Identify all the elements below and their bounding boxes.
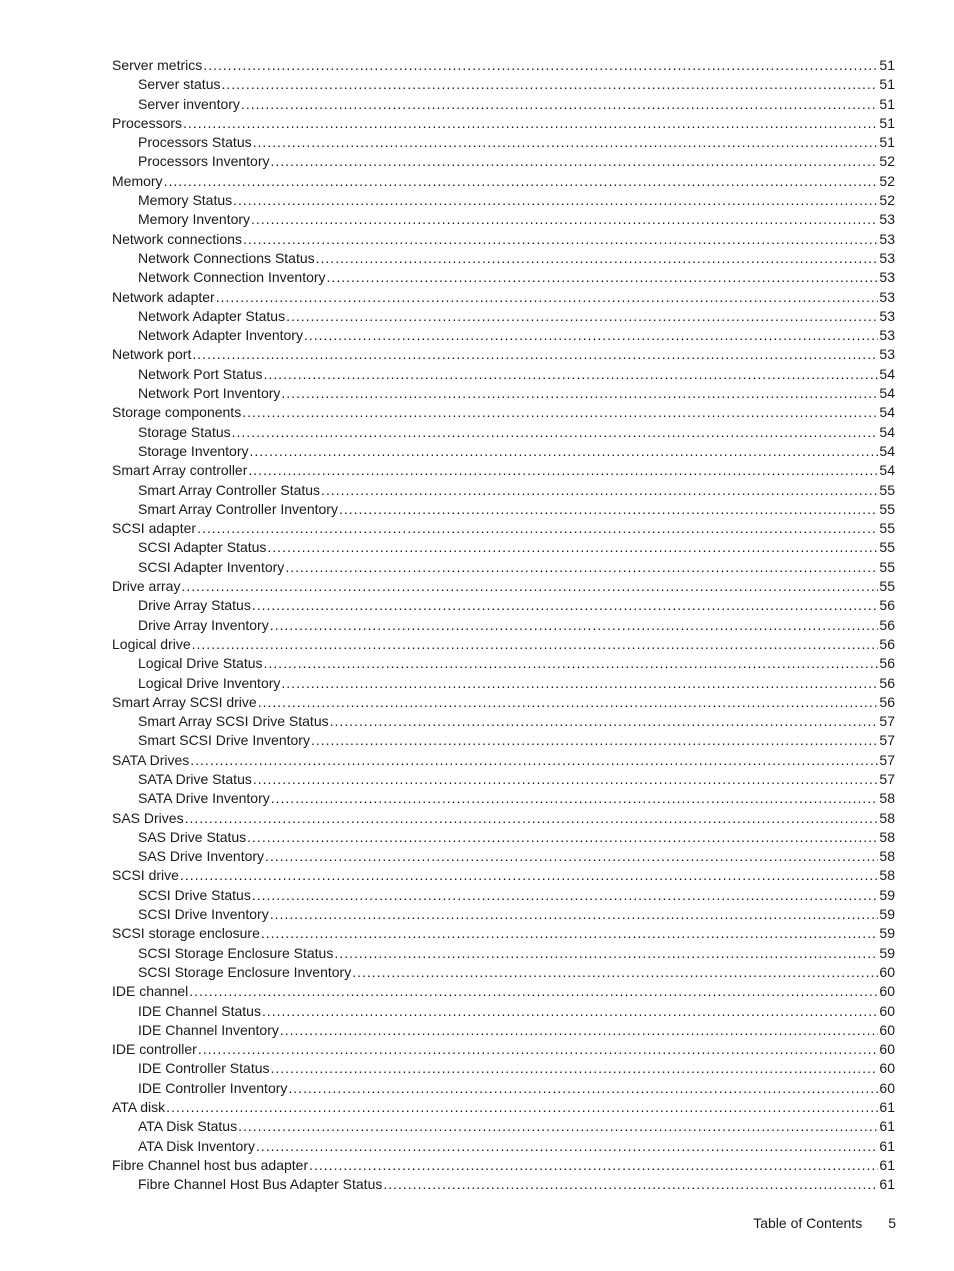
toc-entry-page-number: 53 <box>879 249 895 266</box>
toc-entry-label: SAS Drive Status <box>138 828 247 845</box>
toc-entry-page-number: 61 <box>879 1137 895 1154</box>
toc-entry-page-number: 55 <box>879 539 895 556</box>
toc-entry-label: SCSI Drive Status <box>138 886 251 903</box>
toc-entry-page-number: 52 <box>879 172 895 189</box>
toc-entry-label: SCSI Drive Inventory <box>138 906 269 923</box>
dot-leader <box>243 230 878 249</box>
toc-entry[interactable] <box>112 365 895 384</box>
toc-entry-label: Network Adapter Inventory <box>138 327 303 344</box>
dot-leader <box>309 1156 878 1175</box>
toc-entry-page-number: 60 <box>879 1041 895 1058</box>
toc-entry[interactable] <box>112 461 895 480</box>
toc-entry-label: Network Adapter Status <box>138 307 286 324</box>
toc-entry-page-number: 55 <box>879 578 895 595</box>
dot-leader <box>198 1040 879 1059</box>
dot-leader <box>383 1175 878 1194</box>
toc-entry-label: Network Connections Status <box>138 249 315 266</box>
toc-entry-label: Server inventory <box>138 95 240 112</box>
dot-leader <box>197 519 878 538</box>
dot-leader <box>286 307 878 326</box>
toc-entry-page-number: 58 <box>879 867 895 884</box>
toc-entry[interactable] <box>112 1040 895 1059</box>
toc-entry-page-number: 54 <box>879 423 895 440</box>
dot-leader <box>267 538 878 557</box>
toc-entry-page-number: 56 <box>879 693 895 710</box>
toc-entry[interactable] <box>112 172 895 191</box>
toc-entry[interactable] <box>112 963 895 982</box>
toc-entry-page-number: 56 <box>879 655 895 672</box>
toc-entry-label: SCSI Storage Enclosure Inventory <box>138 963 352 980</box>
toc-entry-page-number: 52 <box>879 192 895 209</box>
page-footer <box>753 1215 896 1231</box>
toc-entry-label: IDE Channel Status <box>138 1002 261 1019</box>
dot-leader <box>180 866 879 885</box>
toc-entry-page-number: 57 <box>879 770 895 787</box>
toc-entry-page-number: 58 <box>879 790 895 807</box>
toc-entry[interactable] <box>112 558 895 577</box>
toc-entry-label: SCSI Adapter Status <box>138 539 267 556</box>
toc-entry[interactable] <box>112 674 895 693</box>
toc-entry-page-number: 60 <box>879 1021 895 1038</box>
dot-leader <box>352 963 878 982</box>
toc-entry[interactable] <box>112 577 895 596</box>
toc-entry-label: SATA Drives <box>112 751 190 768</box>
dot-leader <box>192 635 879 654</box>
toc-entry-label: ATA Disk Inventory <box>138 1137 255 1154</box>
toc-entry[interactable] <box>112 635 895 654</box>
toc-entry[interactable] <box>112 1117 895 1136</box>
toc-entry-label: Storage components <box>112 404 242 421</box>
toc-entry-page-number: 51 <box>879 95 895 112</box>
toc-entry-label: Smart Array SCSI drive <box>112 693 257 710</box>
toc-entry-label: Fibre Channel host bus adapter <box>112 1156 309 1173</box>
toc-entry-page-number: 55 <box>879 500 895 517</box>
dot-leader <box>253 133 879 152</box>
toc-entry-label: Processors Status <box>138 134 252 151</box>
toc-entry[interactable] <box>112 886 895 905</box>
toc-entry-label: Server status <box>138 76 221 93</box>
toc-entry[interactable] <box>112 596 895 615</box>
dot-leader <box>271 789 879 808</box>
toc-entry-label: ATA disk <box>112 1099 166 1116</box>
dot-leader <box>270 616 879 635</box>
toc-entry[interactable] <box>112 770 895 789</box>
toc-entry[interactable] <box>112 538 895 557</box>
toc-entry-label: Network connections <box>112 230 242 247</box>
toc-entry-page-number: 61 <box>879 1156 895 1173</box>
toc-entry-page-number: 56 <box>879 616 895 633</box>
toc-entry-page-number: 61 <box>879 1176 895 1193</box>
dot-leader <box>261 924 879 943</box>
dot-leader <box>242 403 878 422</box>
toc-entry[interactable] <box>112 423 895 442</box>
dot-leader <box>285 558 878 577</box>
toc-entry-label: Network Port Status <box>138 365 263 382</box>
dot-leader <box>248 461 878 480</box>
toc-entry-label: Fibre Channel Host Bus Adapter Status <box>138 1176 383 1193</box>
toc-entry-label: Logical drive <box>112 635 191 652</box>
toc-entry-label: Smart Array SCSI Drive Status <box>138 713 329 730</box>
dot-leader <box>166 1098 878 1117</box>
toc-entry-label: Memory Inventory <box>138 211 251 228</box>
toc-entry-label: SATA Drive Inventory <box>138 790 270 807</box>
toc-entry[interactable] <box>112 1156 895 1175</box>
toc-entry-page-number: 53 <box>879 327 895 344</box>
toc-entry-label: Smart SCSI Drive Inventory <box>138 732 310 749</box>
toc-entry[interactable] <box>112 944 895 963</box>
toc-entry-label: SCSI Storage Enclosure Status <box>138 944 334 961</box>
toc-entry-page-number: 60 <box>879 963 895 980</box>
dot-leader <box>256 1137 878 1156</box>
toc-entry-page-number: 60 <box>879 1079 895 1096</box>
toc-entry-label: ATA Disk Status <box>138 1118 238 1135</box>
toc-entry-page-number: 57 <box>879 751 895 768</box>
dot-leader <box>253 770 879 789</box>
toc-entry-page-number: 54 <box>879 404 895 421</box>
toc-entry-page-number: 55 <box>879 558 895 575</box>
dot-leader <box>327 268 879 287</box>
toc-entry[interactable] <box>112 230 895 249</box>
dot-leader <box>252 886 879 905</box>
dot-leader <box>241 95 878 114</box>
toc-entry-label: SATA Drive Status <box>138 770 252 787</box>
toc-entry-page-number: 58 <box>879 809 895 826</box>
toc-entry-label: SCSI storage enclosure <box>112 925 260 942</box>
toc-entry-page-number: 53 <box>879 230 895 247</box>
toc-entry[interactable] <box>112 905 895 924</box>
toc-entry-page-number: 58 <box>879 828 895 845</box>
toc-entry-page-number: 53 <box>879 269 895 286</box>
toc-entry-page-number: 54 <box>879 462 895 479</box>
toc-entry-page-number: 53 <box>879 211 895 228</box>
dot-leader <box>216 288 879 307</box>
toc-entry-label: Memory Status <box>138 192 233 209</box>
toc-entry-page-number: 61 <box>879 1118 895 1135</box>
dot-leader <box>321 481 878 500</box>
dot-leader <box>238 1117 878 1136</box>
dot-leader <box>288 1079 878 1098</box>
toc-entry-page-number: 60 <box>879 1002 895 1019</box>
toc-entry-label: IDE Controller Status <box>138 1060 270 1077</box>
toc-entry[interactable] <box>112 268 895 287</box>
dot-leader <box>247 828 878 847</box>
dot-leader <box>192 345 878 364</box>
dot-leader <box>304 326 878 345</box>
toc-entry-page-number: 51 <box>879 76 895 93</box>
dot-leader <box>270 905 879 924</box>
toc-entry[interactable] <box>112 500 895 519</box>
table-of-contents <box>112 56 895 1195</box>
toc-entry-page-number: 54 <box>879 442 895 459</box>
toc-entry[interactable] <box>112 1137 895 1156</box>
toc-entry-page-number: 55 <box>879 520 895 537</box>
toc-entry[interactable] <box>112 288 895 307</box>
toc-entry[interactable] <box>112 751 895 770</box>
toc-entry[interactable] <box>112 866 895 885</box>
toc-entry[interactable] <box>112 654 895 673</box>
dot-leader <box>334 944 878 963</box>
toc-entry-label: IDE Controller Inventory <box>138 1079 288 1096</box>
toc-entry-page-number: 53 <box>879 288 895 305</box>
toc-entry-label: Network Connection Inventory <box>138 269 326 286</box>
dot-leader <box>189 982 878 1001</box>
toc-entry-label: Storage Inventory <box>138 442 249 459</box>
toc-entry-page-number: 59 <box>879 925 895 942</box>
toc-entry[interactable] <box>112 1059 895 1078</box>
toc-entry-page-number: 55 <box>879 481 895 498</box>
toc-entry[interactable] <box>112 828 895 847</box>
dot-leader <box>280 1021 879 1040</box>
toc-entry[interactable] <box>112 403 895 422</box>
toc-entry-page-number: 51 <box>879 114 895 131</box>
toc-entry[interactable] <box>112 191 895 210</box>
toc-entry[interactable] <box>112 789 895 808</box>
dot-leader <box>232 423 879 442</box>
toc-entry[interactable] <box>112 982 895 1001</box>
toc-entry[interactable] <box>112 693 895 712</box>
dot-leader <box>316 249 879 268</box>
dot-leader <box>264 365 879 384</box>
toc-entry[interactable] <box>112 1175 895 1194</box>
dot-leader <box>233 191 878 210</box>
toc-entry[interactable] <box>112 307 895 326</box>
toc-entry[interactable] <box>112 114 895 133</box>
toc-entry-label: Network Port Inventory <box>138 385 281 402</box>
toc-entry[interactable] <box>112 847 895 866</box>
toc-entry-page-number: 51 <box>879 134 895 151</box>
toc-entry[interactable] <box>112 1079 895 1098</box>
toc-entry-page-number: 56 <box>879 674 895 691</box>
dot-leader <box>258 693 879 712</box>
toc-entry-label: SCSI Adapter Inventory <box>138 558 285 575</box>
toc-entry-page-number: 59 <box>879 944 895 961</box>
dot-leader <box>264 654 879 673</box>
dot-leader <box>265 847 878 866</box>
dot-leader <box>181 577 878 596</box>
toc-entry-label: Smart Array controller <box>112 462 248 479</box>
toc-entry-label: IDE controller <box>112 1041 197 1058</box>
dot-leader <box>221 75 878 94</box>
toc-entry-label: Network adapter <box>112 288 215 305</box>
toc-entry-page-number: 53 <box>879 346 895 363</box>
toc-entry-page-number: 54 <box>879 365 895 382</box>
toc-entry-page-number: 51 <box>879 57 895 73</box>
dot-leader <box>281 384 878 403</box>
toc-entry[interactable] <box>112 519 895 538</box>
toc-entry-label: Logical Drive Inventory <box>138 674 281 691</box>
dot-leader <box>330 712 879 731</box>
toc-entry[interactable] <box>112 56 895 75</box>
toc-entry[interactable] <box>112 75 895 94</box>
toc-entry-label: Processors Inventory <box>138 153 270 170</box>
dot-leader <box>190 751 878 770</box>
toc-entry[interactable] <box>112 95 895 114</box>
toc-entry-label: Logical Drive Status <box>138 655 263 672</box>
toc-entry-label: SAS Drives <box>112 809 184 826</box>
toc-entry-label: SAS Drive Inventory <box>138 848 265 865</box>
toc-entry-label: Memory <box>112 172 163 189</box>
toc-entry-label: Processors <box>112 114 183 131</box>
toc-entry[interactable] <box>112 384 895 403</box>
toc-entry[interactable] <box>112 1098 895 1117</box>
toc-entry[interactable] <box>112 809 895 828</box>
toc-entry-label: Storage Status <box>138 423 231 440</box>
toc-entry-page-number: 60 <box>879 983 895 1000</box>
toc-entry[interactable] <box>112 345 895 364</box>
toc-entry-page-number: 60 <box>879 1060 895 1077</box>
dot-leader <box>185 809 879 828</box>
toc-entry[interactable] <box>112 616 895 635</box>
toc-entry-page-number: 59 <box>879 886 895 903</box>
toc-entry-page-number: 53 <box>879 307 895 324</box>
dot-leader <box>271 1059 879 1078</box>
toc-entry-page-number: 59 <box>879 906 895 923</box>
toc-entry-page-number: 54 <box>879 385 895 402</box>
toc-entry[interactable] <box>112 481 895 500</box>
toc-entry-label: Smart Array Controller Status <box>138 481 321 498</box>
dot-leader <box>203 56 878 75</box>
toc-entry[interactable] <box>112 924 895 943</box>
toc-entry-label: IDE channel <box>112 983 189 1000</box>
toc-entry[interactable] <box>112 326 895 345</box>
dot-leader <box>252 596 879 615</box>
dot-leader <box>311 731 878 750</box>
toc-entry[interactable] <box>112 1002 895 1021</box>
toc-entry-label: Drive Array Inventory <box>138 616 269 633</box>
dot-leader <box>271 152 879 171</box>
toc-entry[interactable] <box>112 210 895 229</box>
toc-entry-page-number: 57 <box>879 732 895 749</box>
toc-entry-label: Drive array <box>112 578 181 595</box>
toc-entry-label: Drive Array Status <box>138 597 251 614</box>
toc-entry-label: SCSI drive <box>112 867 179 884</box>
toc-entry-label: SCSI adapter <box>112 520 197 537</box>
footer-page-number: 5 <box>888 1215 896 1231</box>
toc-entry[interactable] <box>112 1021 895 1040</box>
toc-entry-label: Network port <box>112 346 192 363</box>
toc-entry-page-number: 56 <box>879 597 895 614</box>
toc-entry[interactable] <box>112 442 895 461</box>
toc-entry-page-number: 61 <box>879 1099 895 1116</box>
toc-entry[interactable] <box>112 133 895 152</box>
toc-entry-label: Server metrics <box>112 57 203 73</box>
footer-section-title: Table of Contents <box>753 1215 863 1231</box>
dot-leader <box>251 210 878 229</box>
toc-entry[interactable] <box>112 712 895 731</box>
toc-entry-page-number: 57 <box>879 713 895 730</box>
dot-leader <box>250 442 879 461</box>
toc-entry[interactable] <box>112 249 895 268</box>
dot-leader <box>281 674 878 693</box>
toc-entry[interactable] <box>112 731 895 750</box>
toc-entry[interactable] <box>112 152 895 171</box>
toc-entry-page-number: 56 <box>879 635 895 652</box>
toc-entry-label: Smart Array Controller Inventory <box>138 500 338 517</box>
toc-entry-page-number: 58 <box>879 848 895 865</box>
toc-entry-page-number: 52 <box>879 153 895 170</box>
dot-leader <box>262 1002 878 1021</box>
dot-leader <box>339 500 878 519</box>
toc-entry-label: IDE Channel Inventory <box>138 1021 279 1038</box>
dot-leader <box>183 114 878 133</box>
dot-leader <box>164 172 879 191</box>
